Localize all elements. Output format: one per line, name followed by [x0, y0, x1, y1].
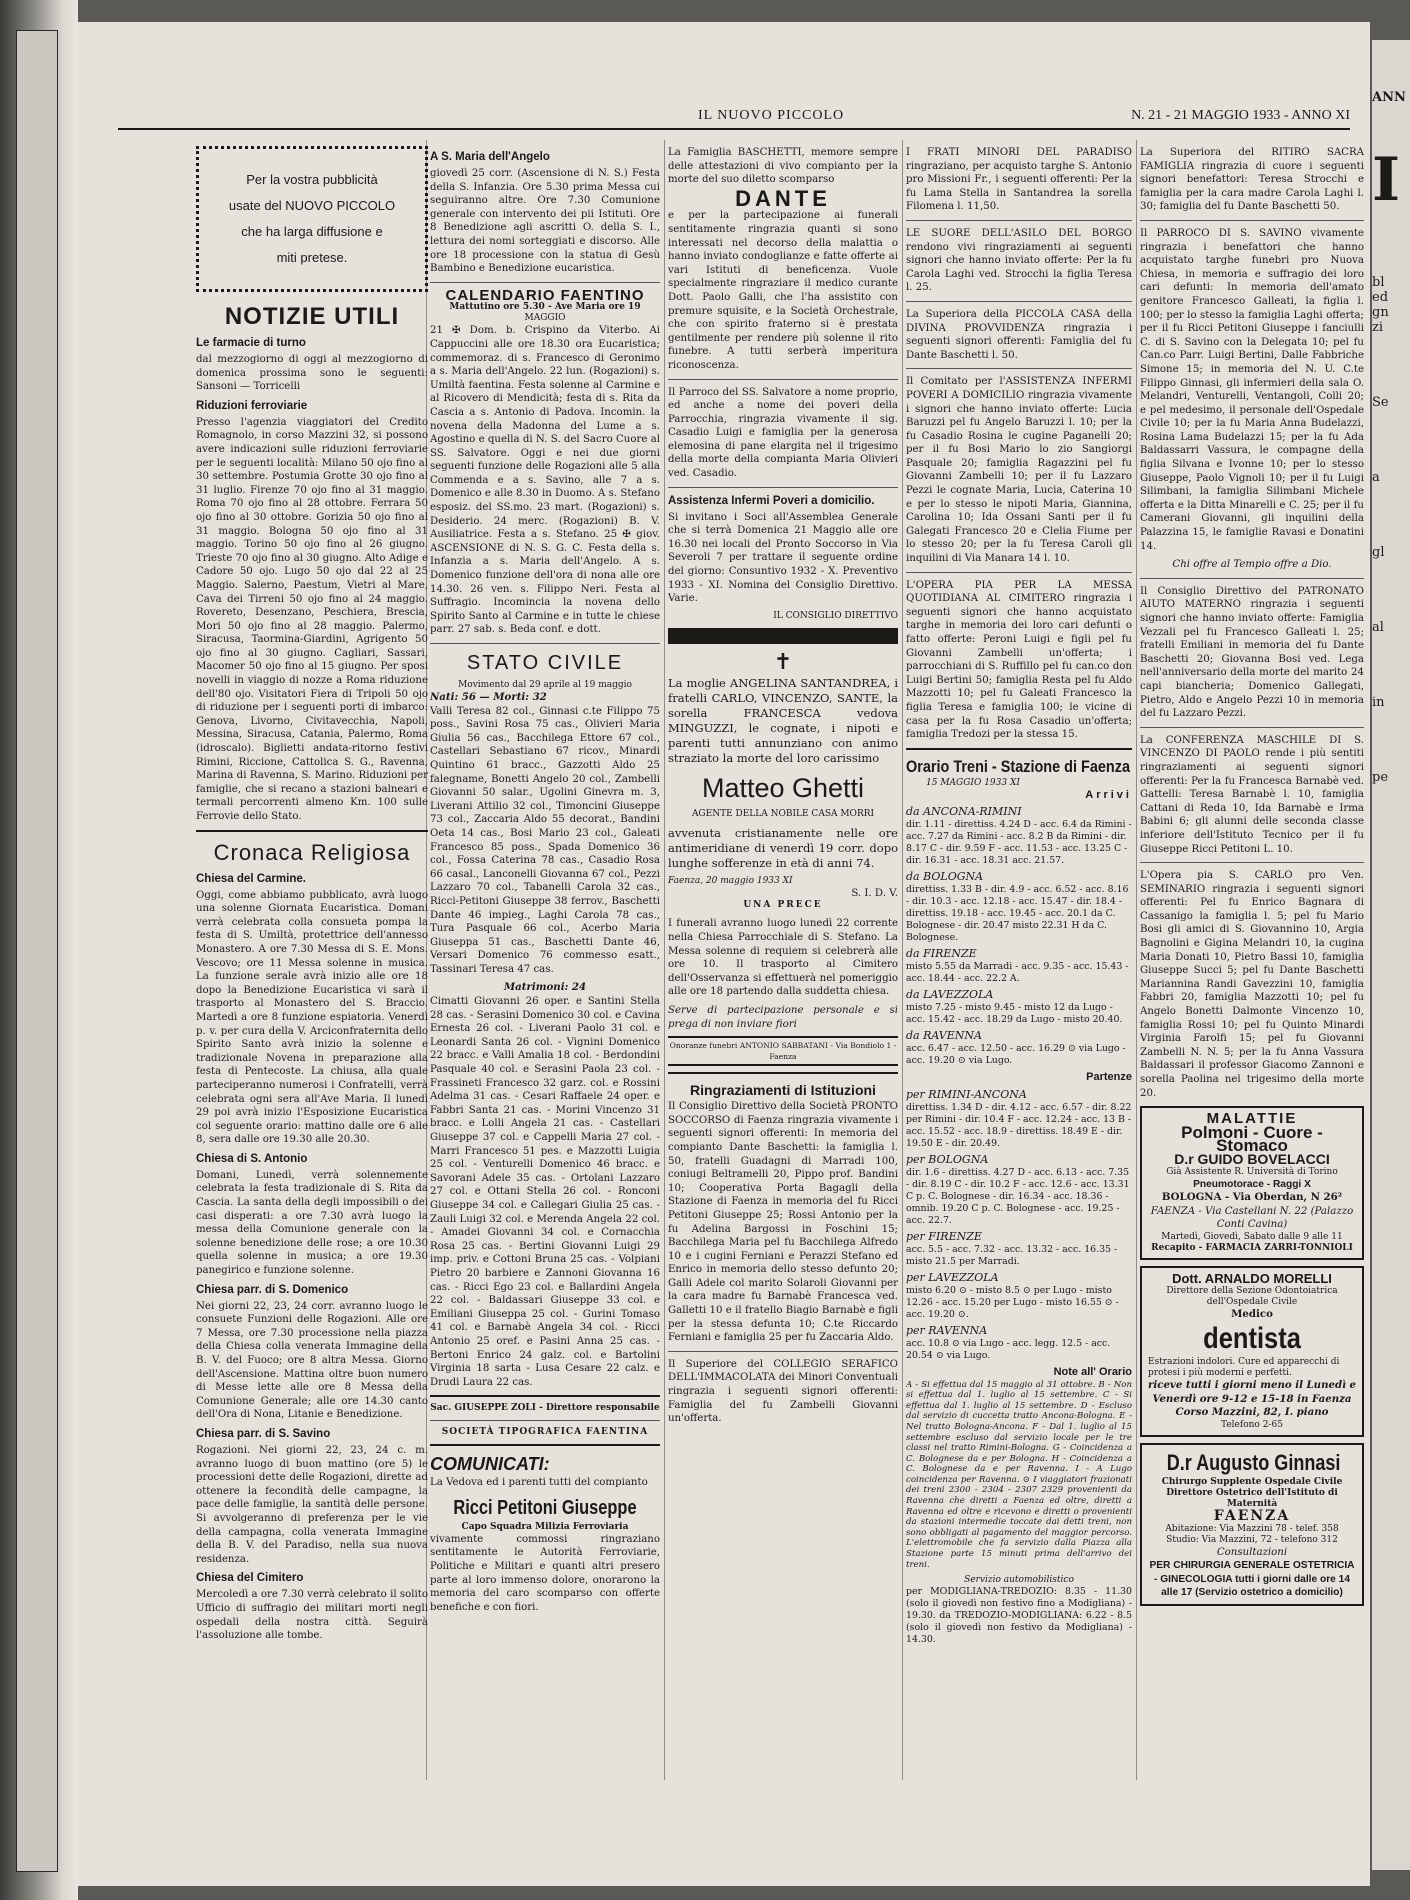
- chirurgia-text: PER CHIRURGIA GENERALE OSTETRICIA - GINECOLOGIA tutti i giorni dalle ore 14 alle 17 (Servizio ostetrico a domicilio): [1149, 1560, 1355, 1599]
- next-page-fragment: a: [1372, 470, 1380, 485]
- consultazioni: Consultazioni: [1216, 1546, 1288, 1558]
- bovelacci-hours: Martedì, Giovedì, Sabato dalle 9 alle 11: [1161, 1231, 1343, 1242]
- station-name: da FIRENZE: [906, 947, 977, 961]
- faenza-address: FAENZA - Via Castellani N. 22 (Palazzo Conti Cavina): [1150, 1205, 1354, 1231]
- cross-icon: ✝: [773, 649, 793, 675]
- bovelacci-ad: [1140, 1106, 1364, 1260]
- ginnasi-name: D.r Augusto Ginnasi: [1166, 1449, 1341, 1475]
- cimitero-text: Mercoledì a ore 7.30 verrà celebrato il solito Ufficio di suffragio dei militari morti negli ospedali della nostra città. Seguirà l'assoluzione alle tombe.: [196, 1589, 428, 1642]
- consiglio-signature: IL CONSIGLIO DIRETTIVO: [773, 610, 898, 621]
- opera-pia-text: L'OPERA PIA PER LA MESSA QUOTIDIANA AL CIMITERO ringrazia i seguenti signori che hanno acquistato targhe in memoria dei loro cari defunti o fatto offerte: Peroni Luigi e figli pel fu Giovanni Zambelli un'offerta; i parrocchiani di S. Ruffillo pel fu can.co don Luigi Bertini 50; famiglia Resta pel fu Aldo Mazzotti 10; pel fu Galeati Francesco la figlia Teresa e famiglia 100; le vicine di casa per la fu Rosa Casadio un'offerta; famiglia Tredozi per la stessa 15.: [906, 579, 1132, 741]
- stato-civile-title: STATO CIVILE: [466, 652, 624, 674]
- tipografia: SOCIETÀ TIPOGRAFICA FAENTINA: [441, 1427, 649, 1438]
- next-page-fragment: Se: [1372, 395, 1389, 410]
- abitazione: Abitazione: Via Mazzini 78 - telef. 358: [1165, 1523, 1339, 1534]
- rule: [668, 487, 898, 488]
- funerali-text: I funerali avranno luogo lunedì 22 corrente nella Chiesa Parrocchiale di S. Stefano. La Messa solenne di requiem si celebrerà alle ore 10. Il trasporto al Cimitero dell'Osservanza si effettuerà nel pomeriggio alle ore 18 partendo dalla suddetta chiesa.: [668, 918, 898, 998]
- ad-line: miti pretese.: [276, 250, 348, 265]
- assistenza-heading: Assistenza Infermi Poveri a domicilio.: [668, 494, 875, 507]
- antonio-heading: Chiesa di S. Antonio: [196, 1152, 308, 1165]
- rule: [668, 379, 898, 380]
- rule: [906, 748, 1132, 750]
- adjacent-page-edge: [1372, 40, 1410, 1870]
- riduzioni-text: Presso l'agenzia viaggiatori del Credito Romagnolo, in corso Mazzini 32, si possono avere indicazioni sulle riduzioni ferroviarie per le seguenti località: Milano 50 ojo fino al 30 settembre. Postumia Grotte 30 ojo fino al 31 luglio. Firenze 70 ojo fino al 31 maggio. Roma 70 ojo fino al 28 ottobre. Ferrara 50 ojo fino al 30 ottobre. Gorizia 50 ojo fino al 31 maggio. Bologna 50 ojo fino al 31 maggio. Torino 50 ojo fino al 26 giugno. Trieste 70 ojo fino al 30 giugno. Alto Adige e Cadore 50 ojo. Lugo 50 ojo dal 22 al 25 Maggio. Salerno, Paestum, Vietri al Mare, Cava dei Tirreni 50 ojo fino al 24 maggio. Rovereto, Desenzano, Peschiera, Brescia, Mori 50 ojo fino al 28 maggio. Palermo, Siracusa, Taormina-Giardini, Agrigento 50 ojo fino al 30 giugno. Cagliari, Sassari, Macomer 50 ojo fino al 15 giugno. Per sposi novelli in viaggio di nozze a Roma riduzione dell'80 ojo. Visitatori Fiera di Tripoli 50 ojo di riduzione per i seguenti porti di imbarco: Genova, Livorno, Civitavecchia, Napoli, Messina, Siracusa, Catania, Palermo, Roma (idroscalo). Biglietti andata-ritorno festivi Rimini, Riccione, Cattolica S. G., Ravenna, Marina di Ravenna, S. Marino. Riduzioni per famiglie, che si recano a stazioni balneari e termali percorrenti almeno Km. 100 sulle Ferrovie dello Stato.: [196, 416, 428, 822]
- column-2: [430, 146, 660, 1766]
- obituary-subtitle: AGENTE DELLA NOBILE CASA MORRI: [691, 808, 875, 819]
- parroco-text: Il Parroco del SS. Salvatore a nome proprio, ed anche a nome dei poveri della Parrocchia, ringrazia vivamente il sig. Casadio Luigi e famiglia per la generosa elemosina di pane elargita nel il trigesimo della morte della compianta Maria Olivieri ved. Casadio.: [668, 386, 898, 480]
- farmacie-heading: Le farmacie di turno: [196, 337, 306, 349]
- bologna-address: BOLOGNA - Via Oberdan, N 26²: [1161, 1191, 1343, 1204]
- train-times: acc. 10.8 ⊙ via Lugo - acc. legg. 12.5 - acc. 20.54 ⊙ via Lugo.: [906, 1337, 1111, 1361]
- studio: Studio: Via Mazzini, 72 - telefono 312: [1166, 1534, 1338, 1545]
- carmine-text: Oggi, come abbiamo pubblicato, avrà luogo una solenne Giornata Eucaristica. Domani verrà celebrata colla consueta pompa la festa di S. Umiltà, protettrice dell'annesso Monastero. A ore 7.30 Messa di S. E. Mons. Vescovo; ore 11 Messa solenne in musica. La funzione serale avrà inizio alle ore 18 dopo la Benedizione Eucaristica vi sarà il trasporto al Monastero del S. Braccio. Martedì a ore 8 funzione espiatoria. Venerdì p. v. per cura della V. Arciconfraternita dello Spirito Santo avrà inizio la solenne e tradizionale Novena in preparazione alla festa di Pentecoste. La chiusa, alla quale parteciperanno numerosi i Confratelli, verrà celebrata ogni sera all'Ave Maria. Il lunedì 29 poi avrà inizio l'Esposizione Eucaristica col seguente orario: mattino dalle ore 6 alle 8, sera dalle ore 19.30 alle 20.30.: [196, 889, 428, 1146]
- next-page-fragment: gl: [1372, 545, 1385, 560]
- note-heading: Note all' Orario: [1053, 1365, 1132, 1378]
- station-name: per RIMINI-ANCONA: [906, 1087, 1027, 1101]
- suore-text: LE SUORE DELL'ASILO DEL BORGO rendono vivi ringraziamenti ai seguenti signori che hanno inviato offerte: Per la fu Carola Laghi ved. Strocchi la figlia Teresa l. 25.: [906, 227, 1132, 294]
- rule: [430, 643, 660, 644]
- binding-spine: [16, 30, 58, 1872]
- polmoni-label: Polmoni - Cuore - Stomaco: [1181, 1122, 1323, 1156]
- orario-title: Orario Treni - Stazione di Faenza: [906, 756, 1131, 776]
- rule: [668, 1072, 898, 1074]
- comitato-text: Il Comitato per l'ASSISTENZA INFERMI POVERI A DOMICILIO ringrazia vivamente i signori che hanno inviato offerte: Lucia Baruzzi pel fu Angelo Baruzzi l. 10; per la fu Casadio Rosina le cugine Paganelli 20; per il fu Bosi Mario lo zio Sangiorgi Pasquale 20; famiglia Ragazzini pel fu Giovanni Zambelli 10; per il fu Lazzaro Pezzi le cognate Maria, Lucia, Caterina 10 e per lo stesso le nipoti Maria, Giannina, Carolina 10; Ida Ossani Santi per il fu Galegati Francesco 20 e Clelia Fiume per lo stesso 20; per la fu Teresa Caroli gli inquilini di Via Manara 14 l. 10.: [906, 376, 1132, 565]
- obituary-date: Faenza, 20 maggio 1933 XI: [668, 875, 793, 886]
- dante-name: DANTE: [735, 185, 831, 211]
- telefono: Telefono 2-65: [1221, 1419, 1283, 1430]
- obituary-text-2: avvenuta cristianamente nelle ore antimeridiane di venerdì 19 corr. dopo lunghe sofferenze in età di anni 74.: [668, 825, 898, 870]
- ginnasi-ad: [1140, 1443, 1364, 1606]
- medico-label: Medico: [1231, 1307, 1273, 1320]
- newspaper-title: IL NUOVO PICCOLO: [698, 108, 845, 123]
- nati-morti: Nati: 56 — Morti: 32: [430, 691, 547, 703]
- ricci-name: Ricci Petitoni Giuseppe: [453, 1496, 637, 1519]
- rule: [430, 1420, 660, 1421]
- una-prece: UNA PRECE: [743, 900, 823, 911]
- ringraziamenti-title: Ringraziamenti di Istituzioni: [690, 1082, 876, 1099]
- assistenza-text: Si invitano i Soci all'Assemblea Generale che si terrà Domenica 21 Maggio alle ore 16.30 nei locali del Pronto Soccorso in Via Severoli 7 per trattare il seguente ordine del giorno: Consuntivo 1932 - X. Preventivo 1933 - XI. Nomina del Consiglio Direttivo. Varie.: [668, 511, 898, 605]
- next-page-fragment: zi: [1372, 320, 1384, 335]
- onoranze-funebri: Onoranze funebri ANTONIO SABBATANI - Via Bondiolo 1 - Faenza: [668, 1036, 898, 1066]
- angelo-text: giovedì 25 corr. (Ascensione di N. S.) Festa della S. Infanzia. Ore 5.30 prima Messa cui seguiranno altre. Ore 7.30 Comunione generale con intervento dei pii Istituti. Ore 8 Benedizione agli ascritti O. della S. I., lettura dei nomi sorteggiati e discorso. Alle ore 18 processione con la statua di Gesù Bambino e Benedizione eucaristica.: [430, 168, 660, 275]
- rule: [1140, 220, 1364, 221]
- piccola-casa-text: La Superiora della PICCOLA CASA della DIVINA PROVVIDENZA ringrazia i seguenti signori offerenti: Famiglia del fu Dante Baschetti l. 50.: [906, 308, 1132, 361]
- column-4: [906, 146, 1132, 1766]
- cronaca-title: Cronaca Religiosa: [213, 839, 411, 865]
- station-name: da BOLOGNA: [906, 870, 984, 884]
- column-3: [668, 146, 898, 1766]
- parroco-savino-text: Il PARROCO DI S. SAVINO vivamente ringrazia i benefattori che hanno acquistato targhe funebri pro Nuova Chiesa, in memoria e suffragio dei loro cari defunti: In memoria dell'amato genitore Francesco Galleati, la figlia l. 100; per lo stesso la famiglia Laghi offerta; per il fu Ricci Petitoni Giuseppe i fanciulli C. di S. Savino con la Delegata 10; pel fu Can.co Parr. Luigi Bertini, Dalle Fabbriche Simone 15; in memoria del N. U. C.te Filippo Ginnasi, gli infermieri della sala O. Melandri, Venturelli, Ventangoli, Colli 20; e pel medesimo, il personale dell'Ospedale Civile 10; per la fu Maria Anna Budelazzi, Rosina Lama Budelazzi 15; per la fu Ada Baldassarri Vassura, le compagne della figlia Silvana e Ivonne 10; per lo stesso Giuseppe, Paolo Vignoli 10; per il fu Luigi Silimbani, la famiglia Silimbani Michele offerta e la Ditta Minarelli e C. 25; per il fu Camerani Giovanni, gli inquilini della Palazzina 15, le famiglie Ravasi e Donatini 14.: [1140, 227, 1364, 552]
- stato-civile-subtitle: Movimento dal 29 aprile al 19 maggio: [458, 680, 632, 690]
- next-page-fragment: ANN: [1372, 90, 1406, 105]
- baschetti-intro: La Famiglia BASCHETTI, memore sempre delle attestazioni di vivo compianto per la morte del suo diletto scomparso: [668, 147, 898, 186]
- faenza-label: FAENZA: [1213, 1507, 1291, 1524]
- station-name: per FIRENZE: [906, 1229, 982, 1243]
- station-name: da RAVENNA: [906, 1029, 982, 1043]
- station-name: per LAVEZZOLA: [906, 1270, 999, 1284]
- train-times: acc. 6.47 - acc. 12.50 - acc. 16.29 ⊙ via Lugo - acc. 19.20 ⊙ via Lugo.: [906, 1043, 1126, 1067]
- pneumotorace: Pneumotorace - Raggi X: [1193, 1178, 1311, 1190]
- ad-line: che ha larga diffusione e: [241, 224, 383, 239]
- rule: [906, 220, 1132, 221]
- baschetti-text: e per la partecipazione ai funerali sentitamente ringrazia quanti si sono interessati nel decorso della malattia o hanno inviato condoglianze e fatte offerte ai vari Istituti di beneficenza. Vuole specialmente ringraziare il medico curante Dott. Paolo Galli, che l'ha assistito con premure squisite, e la Società Orchestrale, che con spirito fraterno si è prestata gentilmente per rendere più solenne il rito funebre. A tutti serberà imperitura riconoscenza.: [668, 210, 898, 371]
- matrimoni-heading: Matrimoni: 24: [503, 981, 587, 994]
- direttore-responsabile: Sac. GIUSEPPE ZOLI - Direttore responsabile: [430, 1403, 660, 1414]
- ricci-subtitle: Capo Squadra Milizia Ferroviaria: [461, 1521, 629, 1532]
- column-divider: [664, 140, 665, 1780]
- next-page-fragment: pe: [1372, 770, 1389, 785]
- column-divider: [1136, 140, 1137, 1780]
- rule: [1140, 862, 1364, 863]
- next-page-fragment: gn: [1372, 305, 1389, 320]
- next-page-fragment: in: [1372, 695, 1385, 710]
- train-times: acc. 5.5 - acc. 7.32 - acc. 13.32 - acc. 16.35 - misto 21.5 per Marradi.: [906, 1243, 1118, 1267]
- morelli-ad: [1140, 1266, 1364, 1437]
- train-times: direttiss. 1.34 D - dir. 4.12 - acc. 6.57 - dir. 8.22 per Rimini - dir. 10.4 F - acc. 12.24 - acc. 13 B - acc. 15.52 - acc. 18.9 - direttiss. 18.49 E - dir. 19.50 E - dir. 20.49.: [906, 1101, 1132, 1149]
- ad-line: usate del NUOVO PICCOLO: [228, 198, 396, 213]
- calendario-subtitle: Mattutino ore 5.30 - Ave Maria ore 19: [449, 302, 641, 313]
- obituary-text: La moglie ANGELINA SANTANDREA, i fratelli CARLO, VINCENZO, SANTE, la sorella FRANCESCA vedova MINGUZZI, le cognate, i nipoti e parenti tutti annunziano con animo straziato la morte del loro carissimo: [668, 675, 898, 765]
- advertising-box: [196, 146, 428, 292]
- arrivi-list: [906, 805, 1132, 1067]
- station-name: da ANCONA-RIMINI: [906, 805, 1022, 819]
- train-times: misto 7.25 - misto 9.45 - misto 12 da Lugo - acc. 15.42 - acc. 18.29 da Lugo - misto 20.40.: [906, 1002, 1123, 1026]
- orario-date: 15 MAGGIO 1933 XI: [926, 777, 1020, 788]
- column-divider: [902, 140, 903, 1780]
- malattie-label: MALATTIE: [1206, 1110, 1298, 1128]
- morelli-subtitle: Direttore della Sezione Odontoiatrica dell'Ospedale Civile: [1166, 1285, 1338, 1307]
- dentista-label: dentista: [1203, 1322, 1301, 1356]
- tempio-motto: Chi offre al Tempio offre a Dio.: [1172, 559, 1332, 571]
- rule: [668, 1351, 898, 1352]
- savino-text: Rogazioni. Nei giorni 22, 23, 24 c. m. avranno luogo di buon mattino (ore 5) le processioni dette delle Rogazioni, dirette ad ottenere la fecondità delle campagne, la pace delle famiglie, la santità delle persone. Si avvolgeranno di preferenza per le vie della campagna, colla venerata Immagine della B. V. del Paradiso, nella sua nuova residenza.: [196, 1444, 428, 1565]
- ad-line: Per la vostra pubblicità: [246, 172, 378, 187]
- calendario-month: MAGGIO: [524, 313, 566, 324]
- note-text: A - Si effettua dal 15 maggio al 31 ottobre. B - Non si effettua dal 1. luglio al 15 settembre. C - Si effettua dal 1. luglio al 15 settembre. D - Escluso dal servizio di cuccetta tratto Ancona-Bologna. E - Nel tratto Bologna-Ancona. F - Dal 1. luglio al 15 settembre escluso dal servizio locale per le tre classi nel tratto Rimini-Bologna. G - Coincidenza a C. Bolognese da e per Bologna. H - Coincidenza a C. Bolognese da e per Ravenna. I - A Lugo coincidenza per Ravenna. ⊙ I viaggiatori frazionati dei treni 2300 - 2304 - 2307 2329 provenienti da Ravenna che diretti a Faenza ed oltre, diretti a Ravenna ed oltre e ricevono e diretti o provenienti da stazioni intermedie toccate dai detti treni, non sono obbligati al pagamento del maggior percorso. L'elettromobile che fa servizio dalla Piazza alla Stazione parte 15 minuti prima dell'arrivo dei treni.: [906, 1379, 1132, 1570]
- collegio-text: Il Superiore del COLLEGIO SERAFICO DELL'IMMACOLATA dei Minori Conventuali ringrazia i seguenti signori offerenti: Famiglia del fu Zambelli Giovanni un'offerta.: [668, 1358, 898, 1425]
- farmacie-text: dal mezzogiorno di oggi al mezzogiorno di domenica prossima sono le seguenti: Sansoni — Torricelli: [196, 354, 428, 393]
- angelo-heading: A S. Maria dell'Angelo: [430, 151, 550, 163]
- auto-heading: Servizio automobilistico: [964, 1575, 1074, 1586]
- serve-text: Serve di partecipazione personale e si prega di non inviare fiori: [668, 1004, 898, 1030]
- partenze-label: Partenze: [1086, 1071, 1132, 1084]
- station-name: da LAVEZZOLA: [906, 988, 994, 1002]
- opera-carlo-text: L'Opera pia S. CARLO pro Ven. SEMINARIO ringrazia i seguenti signori offerenti: Pel fu Enrico Bagnara di Cassanigo la famiglia l. 5; pel fu Mario Bosi gli amici di S. Giovannino 10, Argia Bagnolini e Gigina Melandri 10, la cugina Maria Donati 10, Pietro Bassi 10, famiglia Giuseppe Succi 5; pel fu Dante Baschetti Mariannina Randi Gavezzini 10, famiglia Fabbri 20, famiglia Mazzotti 10; pel fu Angelo Bonetti Dalmonte Vincenzo 10, famiglia Rossi 10; pel fu Quinto Minardi Virginia Farolfi 15; pel fu Giovanni Zambelli N. N. 5; per la fu Anna Vassura Baldassari il professor Giacomo Zannoni e sorella Paolina nel trigesimo della morte 20.: [1140, 870, 1364, 1099]
- notizie-title: NOTIZIE UTILI: [224, 303, 400, 330]
- auto-text: per MODIGLIANA-TREDOZIO: 8.35 - 11.30 (solo il giovedì non festivo fino a Modigliana) - 19.30. da TREDOZIO-MODIGLIANA: 6.22 - 8.5 (solo il giovedì non festivo da Modigliana) - 14.30.: [906, 1586, 1132, 1646]
- arrivi-label: Arrivi: [1085, 788, 1132, 801]
- frati-text: I FRATI MINORI DEL PARADISO ringraziano, per acquisto targhe S. Antonio pro Missioni Fr., i seguenti offerenti: Per la fu Lama Stella in Santandrea la sorella Filomena l. 11,50.: [906, 147, 1132, 213]
- rule: [906, 368, 1132, 369]
- page-header: [118, 104, 1350, 130]
- next-page-fragment: ed: [1372, 290, 1389, 305]
- cimitero-heading: Chiesa del Cimitero: [196, 1572, 304, 1585]
- mourning-bar: [668, 628, 898, 644]
- rule: [430, 282, 660, 283]
- calendario-title: CALENDARIO FAENTINO: [445, 286, 645, 304]
- ringraziamenti-text: Il Consiglio Direttivo della Società PRONTO SOCCORSO di Faenza ringrazia vivamente i seguenti signori offerenti: In memoria del compianto Dante Baschetti: la famiglia l. 50, fratelli Guadagni di Marradi 100, coniugi Beltramelli 20, Pippo prof. Bandini 10; Cooperativa Porta Bagagli della Stazione di Faenza in memoria del fu Ricci Petitoni Giuseppe 25; Rossi Antonio per la fu Adelina Bargossi in Foschini 15; Bacchilega Maria pel fu Bacchilega Alfredo 10 e i cugini Ferniani e Perazzi Stefano ed Enrico in memoria dello stesso defunto 20; Galli Adele col marito Solaroli Giovanni per la cara madre fu Barnabè Francesca ved. Galletti 10 e il fratello Biagio Barnabè e figli per la stessa defunta 10; C.te Riccardo Ferniani e famiglia 25 per fu Zaccaria Aldo.: [668, 1101, 898, 1344]
- rule: [1140, 727, 1364, 728]
- column-5: [1140, 146, 1364, 1766]
- train-times: misto 5.55 da Marradi - acc. 9.35 - acc. 15.43 - acc. 18.44 - acc. 22.2 A.: [906, 961, 1129, 985]
- partenze-list: [906, 1088, 1132, 1362]
- riceve-text: riceve tutti i giorni meno il Lunedì e Venerdì ore 9-12 e 15-18 in Faenza Corso Mazzini, 82, I. piano: [1148, 1379, 1356, 1419]
- savino-heading: Chiesa parr. di S. Savino: [196, 1427, 331, 1440]
- comunicati-intro: La Vedova ed i parenti tutti del compianto: [430, 1477, 648, 1489]
- domenico-text: Nei giorni 22, 23, 24 corr. avranno luogo le consuete Funzioni delle Rogazioni. Alle ore 7 Messa, ore 7.30 processione nella piazza della Chiesa colla venerata Immagine della B. V. del Fuoco; ore 8 altra Messa. Giorno dell'Ascensione. Mattina oltre buon numero di Messe lette alle ore 8 Messa della Comunione Generale; alle ore 14.30 canto dell'Ora di Nona, Litanie e Benedizione.: [196, 1300, 428, 1421]
- ritiro-text: La Superiora del RITIRO SACRA FAMIGLIA ringrazia di cuore i seguenti signori benefattori: Teresa Strocchi e famiglia per la cara madre Carola Laghi l. 30; famiglia del fu Dante Baschetti 50.: [1140, 147, 1364, 213]
- column-1: [196, 146, 428, 1766]
- domenico-heading: Chiesa parr. di S. Domenico: [196, 1283, 349, 1296]
- rule: [430, 1444, 660, 1446]
- train-times: misto 6.20 ⊙ - misto 8.5 ⊙ per Lugo - misto 12.26 - acc. 15.20 per Lugo - misto 16.55 ⊙ - acc. 19.20 ⊙.: [906, 1284, 1119, 1320]
- conferenza-text: La CONFERENZA MASCHILE DI S. VINCENZO DI PAOLO rende i più sentiti ringraziamenti ai seguenti signori offerenti: Per la fu Francesca Barnabè ved. Gattelli: Teresa Barnabè l. 10, famiglia Cattani di Reda 10, Ida Barnabè e Irma Babini 6; gli alunni delle seconda classe inferiore dell'Istituto Tecnico per il fu Giuseppe Ricci Petitoni L. 10.: [1140, 734, 1364, 855]
- antonio-text: Domani, Lunedì, verrà solennemente celebrata la festa tradizionale di S. Rita da Cascia. La santa della degli impossibili o dei casi disperati: a ore 7.30 avrà luogo la messa della Comunione generale con la solenne benedizione delle rose; a ore 10.30 quella solenne in musica; a ore 19.30 panegirico e funzione solenne.: [196, 1169, 428, 1277]
- station-name: per RAVENNA: [906, 1323, 988, 1337]
- estrazioni-text: Estrazioni indolori. Cure ed apparecchi di protesi i più moderni e perfetti.: [1148, 1357, 1340, 1379]
- sidv: S. I. D. V.: [851, 887, 898, 899]
- train-times: dir. 1.6 - direttiss. 4.27 D - acc. 6.13 - acc. 7.35 - dir. 8.19 C - dir. 10.2 F - acc. 12.6 - acc. 13.31 C p. C. Bolognese - dir. 16.34 - acc. 18.36 - omnib. 19.20 C p. C. Bolognese - acc. 19.25 - acc. 22.7.: [906, 1166, 1130, 1226]
- rule: [906, 301, 1132, 302]
- bovelacci-subtitle: Già Assistente R. Università di Torino: [1166, 1166, 1338, 1177]
- comunicati-title: COMUNICATI:: [430, 1454, 550, 1475]
- ginnasi-subtitle: Chirurgo Supplente Ospedale Civile Direttore Ostetrico dell'Istituto di Maternità: [1161, 1476, 1343, 1509]
- rule: [196, 830, 428, 832]
- recapito: Recapito - FARMACIA ZARRI-TONNIOLI: [1151, 1242, 1353, 1253]
- next-page-fragment: bl: [1372, 275, 1385, 290]
- rule: [430, 1395, 660, 1397]
- train-times: dir. 1.11 - direttiss. 4.24 D - acc. 6.4 da Rimini - acc. 7.27 da Rimini - acc. 8.2 B da Rimini - dir. 8.17 C - dir. 9.59 F - acc. 11.53 - acc. 13.25 C - dir. 16.31 - acc. 18.31 acc. 21.57.: [906, 819, 1132, 867]
- next-page-fragment: I: [1372, 145, 1401, 215]
- ricci-text: vivamente commossi ringraziano sentitamente le Autorità Ferroviarie, Politiche e Militari e quanti altri presero parte al loro immenso dolore, onorarono la memoria del caro scomparso con offerte benefiche e con fiori.: [430, 1533, 660, 1613]
- patronato-text: Il Consiglio Direttivo del PATRONATO AIUTO MATERNO ringrazia i seguenti signori che hanno inviato offerte: Famiglia Vezzali pel fu Francesco Galleati l. 25; fratelli Emiliani in memoria del fu Dante Baschetti 20; Giovanna Bosi ved. Lega nell'anniversario della morte del marito 24 capi biancheria; Domenico Gallegati, Pietro, Aldo e Angelo Pezzi 10 in memoria del fu Lazzaro Pezzi.: [1140, 585, 1364, 720]
- carmine-heading: Chiesa del Carmine.: [196, 872, 306, 885]
- rule: [1140, 578, 1364, 579]
- calendario-text: 21 ✠ Dom. b. Crispino da Viterbo. Ai Cappuccini alle ore 18.30 ora Eucaristica; commemoraz. di s. Francesco di Geronimo a s. Maria dell'Angelo. 22 lun. (Rogazioni) s. Umiltà faentina. Festa solenne al Carmine e al Ricovero di Mendicità; festa di s. Rita da Cascia a s. Antonio di Padova. Incomin. la novena della Madonna del Lume a s. Agostino e quella di N. S. del Sacro Cuore al SS. Salvatore. Oggi e nei due giorni seguenti funzione delle Rogazioni alle 5 alla Commenda e a s. Savino, alle 7 a s. Domenico e alle 8.30 in Duomo. A s. Stefano esposiz. del SS.mo. 23 mart. (Rogazioni) s. Desiderio. 24 merc. (Rogazioni) B. V. Ausiliatrice. Festa a s. Stefano. 25 ✠ giov. ASCENSIONE di N. S. G. C. Festa della s. Infanzia a s. Maria dell'Angelo. A s. Domenico funzione dell'ora di nona alle ore 14.30. 26 ven. s. Filippo Neri. Festa al Suffragio. Incomincia la novena dello Spirito Santo al Carmine e in tutte le chiese parr. 27 sab. s. Beda conf. e dott.: [430, 325, 660, 636]
- bovelacci-name: D.r GUIDO BOVELACCI: [1174, 1150, 1330, 1167]
- train-times: direttiss. 1.33 B - dir. 4.9 - acc. 6.52 - acc. 8.16 - dir. 10.3 - acc. 12.18 - acc. 15.47 - dir. 18.4 - direttiss. 19.18 - acc. 19.45 - acc. 20.1 da C. Bolognese - dir. 20.47 misto 22.31 H da C. Bolognese.: [906, 884, 1129, 944]
- rule: [906, 572, 1132, 573]
- next-page-fragment: al: [1372, 620, 1384, 635]
- station-name: per BOLOGNA: [906, 1152, 989, 1166]
- morelli-name: Dott. ARNALDO MORELLI: [1172, 1270, 1332, 1286]
- riduzioni-heading: Riduzioni ferroviarie: [196, 399, 308, 412]
- issue-info: N. 21 - 21 MAGGIO 1933 - ANNO XI: [1131, 108, 1350, 123]
- morti-list: Valli Teresa 82 col., Ginnasi c.te Filippo 75 poss., Savini Rosa 75 cas., Olivieri Maria Giulia 56 cas., Bacchilega Ettore 67 col., Castellari Sebastiano 67 ricov., Minardi Quintino 61 bracc., Gazzotti Aldo 25 falegname, Bonetti Angelo 20 col., Zambelli Giovanni 50 salar., Ugolini Ginevra m. 3, Liverani Attilio 32 col., Timoncini Giuseppe 73 col., Zaccaria Aldo 55 decorat., Bandini Oeta 14 cas., Bosi Mario 23 col., Galeati Francesco 85 poss., Spada Domenico 36 col., Fossa Caterina 78 cas., Casadio Rosa 66 casal., Lanconelli Giovanna 67 col., Pezzi Lazzaro 70 col., Tabanelli Carola 32 cas., Ricci-Petitoni Giuseppe 38 ferrov., Baschetti Dante 46 impieg., Laghi Carola 78 cas., Tura Pasquale 66 col., Acerbo Maria Giuseppa 51 cas., Baschetti Dante 46, Versari Domenico 76 commesso esatt., Tassinari Teresa 47 cas.: [430, 705, 660, 975]
- matrimoni-list: Cimatti Giovanni 26 oper. e Santini Stella 28 cas. - Serasini Domenico 30 col. e Cavina Ernesta 26 col. - Liverani Paolo 31 col. e Leonardi Santa 26 col. - Vignini Domenico 22 bracc. e Valli Amalia 18 col. - Berdondini Pasquale 40 col. e Serasini Paola 23 col. - Frassineti Francesco 32 garz. col. e Rossini Adelma 31 cas. - Cesari Raffaele 24 oper. e Fabbri Santa 21 cas. - Morini Vincenzo 31 bracc. e Lolli Angela 21 cas. - Castellari Giuseppe 37 col. e Cappelli Maria 27 col. - Marri Francesco 51 pes. e Mazzotti Luigia 25 col. - Venturelli Domenico 46 bracc. e Savorani Adele 35 cas. - Ortolani Lazzaro 27 col. e Ottani Stella 26 col. - Ronconi Giuseppe 34 col. e Callegari Giulia 25 cas. - Zauli Luigi 32 col. e Merenda Angela 22 col. - Amadei Giovanni 34 col. e Cornacchia Rosa 25 cas. - Bertini Giovanni Luigi 29 imp. priv. e Cottoni Bruna 25 cas. - Volpiani Pietro 20 barbiere e Zannoni Giovanna 16 cas. - Ricci Ego 23 col. e Ballardini Angela 22 col. - Baldassari Giuseppe 33 col. e Emiliani Giuseppa 25 col. - Gurini Tomaso 41 col. e Barnabè Angela 34 col. - Ricci Antonio 25 oref. e Pasini Anna 25 cas. - Bertoni Enrico 24 galz. col. e Bartolini Virginia 18 sarta - Lusa Cesare 22 calz. e Drudi Laura 22 cas.: [430, 996, 660, 1388]
- obituary-name: Matteo Ghetti: [701, 772, 865, 803]
